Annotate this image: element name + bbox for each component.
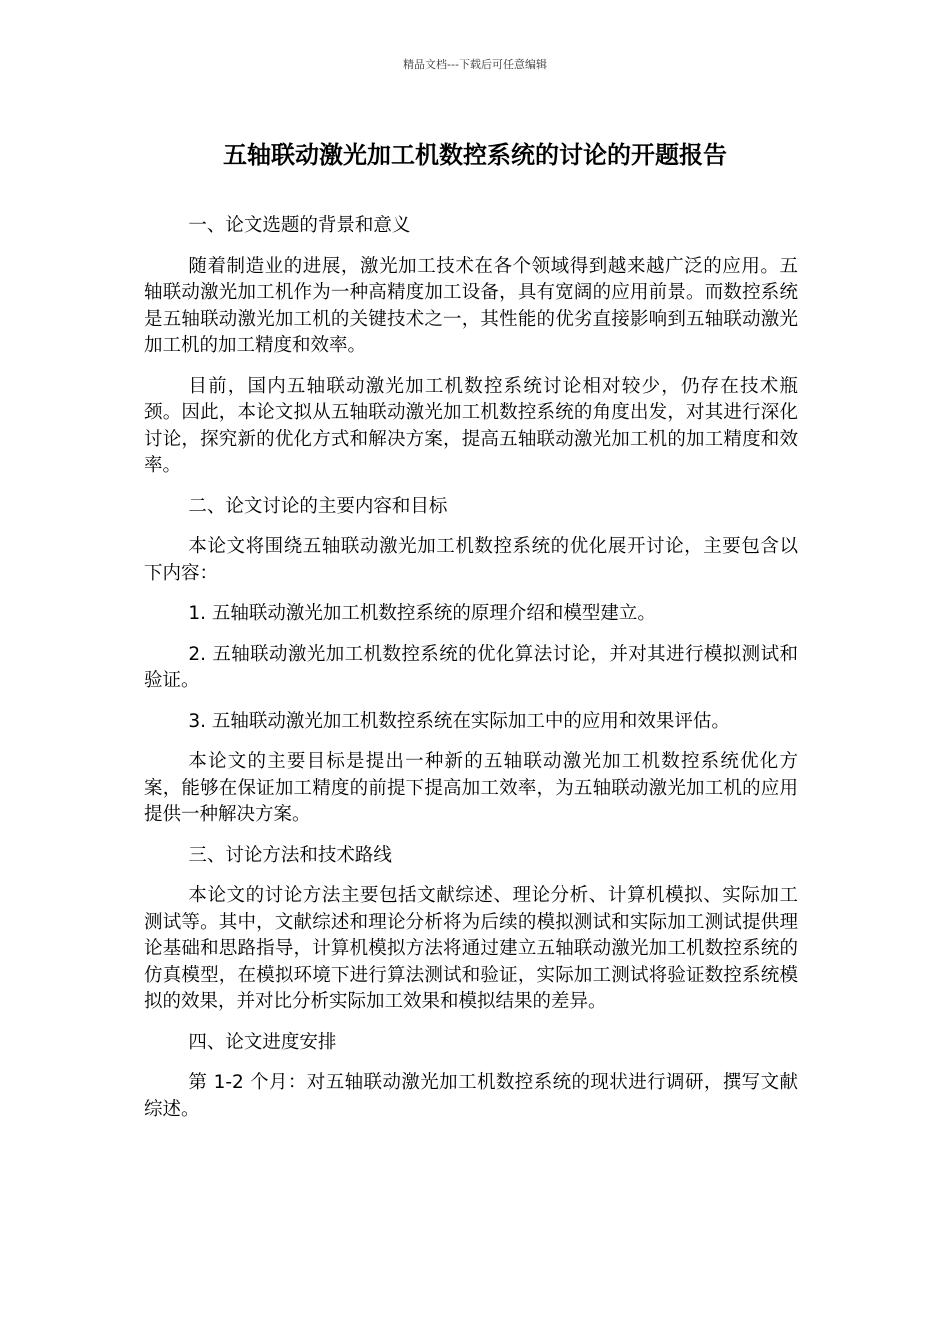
paragraph: 目前，国内五轴联动激光加工机数控系统讨论相对较少，仍存在技术瓶颈。因此，本论文拟从五轴联动激光加工机数控系统的角度出发，对其进行深化讨论，探究新的优化方式和解决方案，提高五轴联动激光加工机的加工精度和效率。 [144, 375, 798, 476]
list-item: 1. 五轴联动激光加工机数控系统的原理介绍和模型建立。 [188, 603, 656, 624]
paragraph: 随着制造业的进展，激光加工技术在各个领域得到越来越广泛的应用。五轴联动激光加工机作为一种高精度加工设备，具有宽阔的应用前景。而数控系统是五轴联动激光加工机的关键技术之一，其性能的优劣直接影响到五轴联动激光加工机的加工精度和效率。 [144, 255, 798, 356]
page-header: 精品文档---下载后可任意编辑 [403, 58, 547, 71]
section-heading-1: 一、论文选题的背景和意义 [188, 215, 411, 236]
list-item: 3. 五轴联动激光加工机数控系统在实际加工中的应用和效果评估。 [188, 710, 730, 732]
document-body [144, 213, 798, 1137]
paragraph: 第 1-2 个月：对五轴联动激光加工机数控系统的现状进行调研，撰写文献综述。 [144, 1072, 798, 1120]
section-heading-4: 四、论文进度安排 [188, 1031, 337, 1053]
paragraph: 本论文将围绕五轴联动激光加工机数控系统的优化展开讨论，主要包含以下内容： [144, 536, 798, 584]
document-title: 五轴联动激光加工机数控系统的讨论的开题报告 [223, 141, 727, 169]
paragraph: 本论文的讨论方法主要包括文献综述、理论分析、计算机模拟、实际加工测试等。其中，文献综述和理论分析将为后续的模拟测试和实际加工测试提供理论基础和思路指导，计算机模拟方法将通过建立五轴联动激光加工机数控系统的仿真模型，在模拟环境下进行算法测试和验证，实际加工测试将验证数控系统模拟的效果，并对比分析实际加工效果和模拟结果的差异。 [144, 885, 798, 1012]
section-heading-2: 二、论文讨论的主要内容和目标 [188, 495, 448, 517]
paragraph: 本论文的主要目标是提出一种新的五轴联动激光加工机数控系统优化方案，能够在保证加工精度的前提下提高加工效率，为五轴联动激光加工机的应用提供一种解决方案。 [144, 751, 798, 825]
section-heading-3: 三、讨论方法和技术路线 [188, 844, 392, 866]
list-item: 2. 五轴联动激光加工机数控系统的优化算法讨论，并对其进行模拟测试和验证。 [144, 643, 798, 691]
